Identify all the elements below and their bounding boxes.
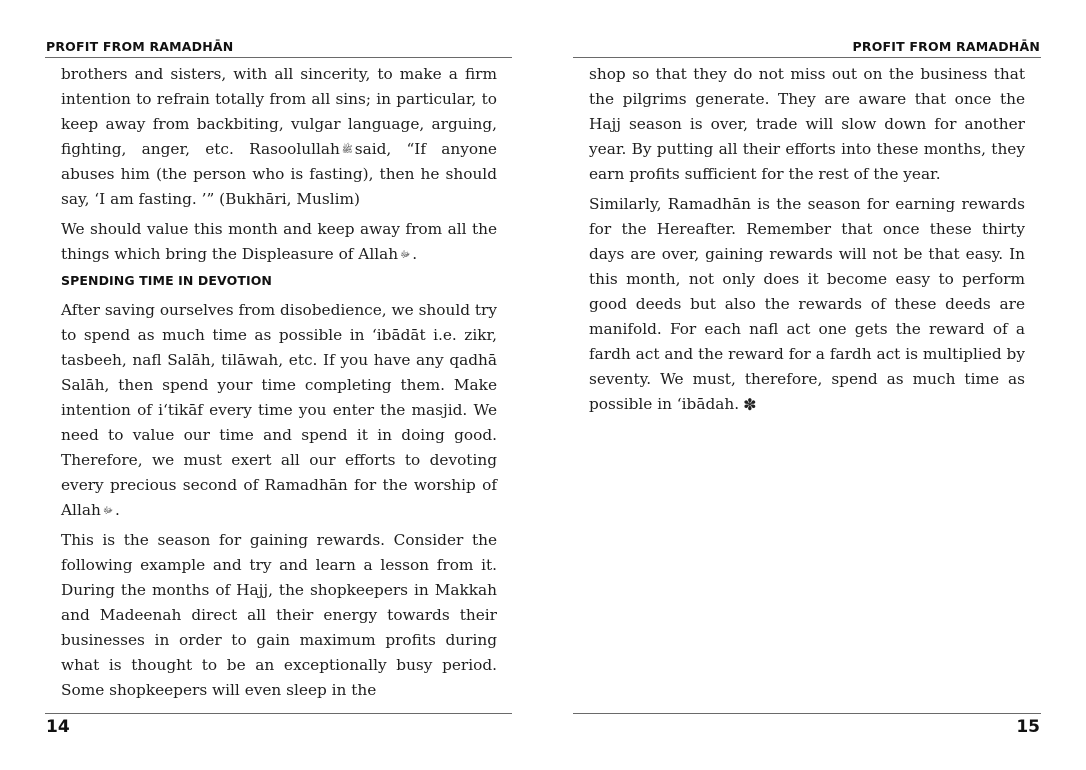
header-rule-right xyxy=(573,57,1041,58)
body-text-left xyxy=(61,62,497,703)
paragraph: This is the season for gaining rewards. Consider the following example and try and learn a lesson from it. During the months of Hajj, the shopkeepers in Makkah and Madeenah direct all their energy towards their businesses in order to gain maximum profits during what is thought to be an exceptionally busy period. Some shopkeepers will even sleep in the xyxy=(61,531,497,699)
header-rule-left xyxy=(45,57,512,58)
paragraph xyxy=(61,217,497,267)
paragraph-text: . xyxy=(412,245,418,263)
paragraph-text: We should value this month and keep away from all the things which bring the Displeasure of Allah xyxy=(61,220,497,263)
paragraph xyxy=(61,298,497,523)
page-number-left: 14 xyxy=(46,717,70,737)
running-head-right: PROFIT FROM RAMADHĀN xyxy=(852,39,1040,54)
paragraph-text: brothers and sisters, with all sincerity, to make a firm intention to refrain totally from all sins; in particular, to keep away from backbiting, vulgar language, arguing, fighting, anger, etc. Rasoolullah xyxy=(61,65,497,158)
body-text-right xyxy=(589,62,1025,417)
footer-rule-right xyxy=(573,713,1041,714)
paragraph-text: After saving ourselves from disobedience, we should try to spend as much time as possible in ‘ibādāt i.e. zikr, tasbeeh, nafl Salāh, tilāwah, etc. If you have any qadhā Salāh, then spend your time completing them. Make intention of i‘tikāf every time you enter the masjid. We need to value our time and spend it in doing good. Therefore, we must exert all our efforts to devoting every precious second of Ramadhān for the worship of Allah xyxy=(61,301,497,519)
right-page xyxy=(543,0,1086,770)
page-number-right: 15 xyxy=(1016,717,1040,737)
glorification-icon: ﷻ xyxy=(400,250,411,260)
section-heading: SPENDING TIME IN DEVOTION xyxy=(61,273,272,288)
paragraph: shop so that they do not miss out on the business that the pilgrims generate. They are aware that once the Hajj season is over, trade will slow down for another year. By putting all their efforts into these months, they earn profits sufficient for the rest of the year. xyxy=(589,65,1025,183)
paragraph xyxy=(589,192,1025,417)
footer-rule-left xyxy=(45,713,512,714)
paragraph-text: . xyxy=(114,501,120,519)
salutation-icon: ﷺ xyxy=(341,145,353,155)
paragraph xyxy=(61,62,497,212)
glorification-icon: ﷻ xyxy=(102,506,113,516)
paragraph-text: said, “If anyone abuses him (the person who is fasting), then he should say, ‘I am fasting. ’” (Bukhāri, Muslim) xyxy=(61,140,497,208)
running-head-left: PROFIT FROM RAMADHĀN xyxy=(46,39,234,54)
paragraph-text: Similarly, Ramadhān is the season for earning rewards for the Hereafter. Remember that once these thirty days are over, gaining rewards will not be that easy. In this month, not only does it become easy to perform good deeds but also the rewards of these deeds are manifold. For each nafl act one gets the reward of a fardh act and the reward for a fardh act is multiplied by seventy. We must, therefore, spend as much time as possible in ‘ibādah. xyxy=(589,195,1025,413)
section-end-ornament-icon: ✽ xyxy=(743,395,757,414)
